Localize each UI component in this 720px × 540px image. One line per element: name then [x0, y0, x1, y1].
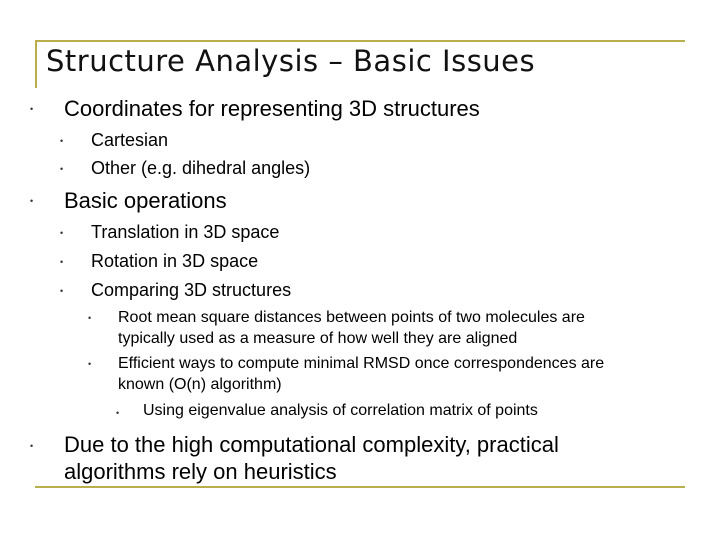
bullet-dot: • — [60, 136, 64, 146]
bullet-dot: • — [30, 104, 34, 114]
level4-bullet-eigenvalue: Using eigenvalue analysis of correlation matrix of points — [143, 402, 538, 419]
sub-bullet-cartesian: Cartesian — [91, 130, 169, 150]
title-frame-top-line — [35, 40, 685, 42]
bullet-dot: • — [88, 313, 92, 323]
sub-sub-bullet-rmsd-line2: typically used as a measure of how well they are aligned — [118, 330, 518, 347]
content-frame-bottom-line — [35, 486, 685, 488]
bullet-dot: • — [60, 286, 64, 296]
sub-sub-bullet-efficient-line2: known (O(n) algorithm) — [118, 376, 282, 393]
bullet-complexity-line2: algorithms rely on heuristics — [64, 459, 337, 484]
bullet-dot: • — [30, 441, 34, 451]
bullet-basic-operations: Basic operations — [64, 188, 227, 213]
bullet-coordinates: Coordinates for representing 3D structures — [64, 96, 480, 121]
bullet-dot: • — [60, 257, 64, 267]
sub-bullet-other: Other (e.g. dihedral angles) — [91, 158, 311, 178]
sub-bullet-comparing: Comparing 3D structures — [91, 280, 292, 300]
bullet-dot: • — [88, 359, 92, 369]
slide-title: Structure Analysis – Basic Issues — [46, 44, 536, 78]
bullet-dot: • — [30, 196, 34, 206]
bullet-dot: • — [60, 164, 64, 174]
title-frame-left-line — [35, 40, 37, 88]
sub-sub-bullet-rmsd-line1: Root mean square distances between points of two molecules are — [118, 309, 585, 326]
bullet-complexity-line1: Due to the high computational complexity, practical — [64, 432, 559, 457]
sub-sub-bullet-efficient-line1: Efficient ways to compute minimal RMSD once correspondences are — [118, 355, 605, 372]
bullet-dot: • — [116, 408, 120, 418]
bullet-dot: • — [60, 228, 64, 238]
sub-bullet-rotation: Rotation in 3D space — [91, 251, 259, 271]
sub-bullet-translation: Translation in 3D space — [91, 222, 280, 242]
